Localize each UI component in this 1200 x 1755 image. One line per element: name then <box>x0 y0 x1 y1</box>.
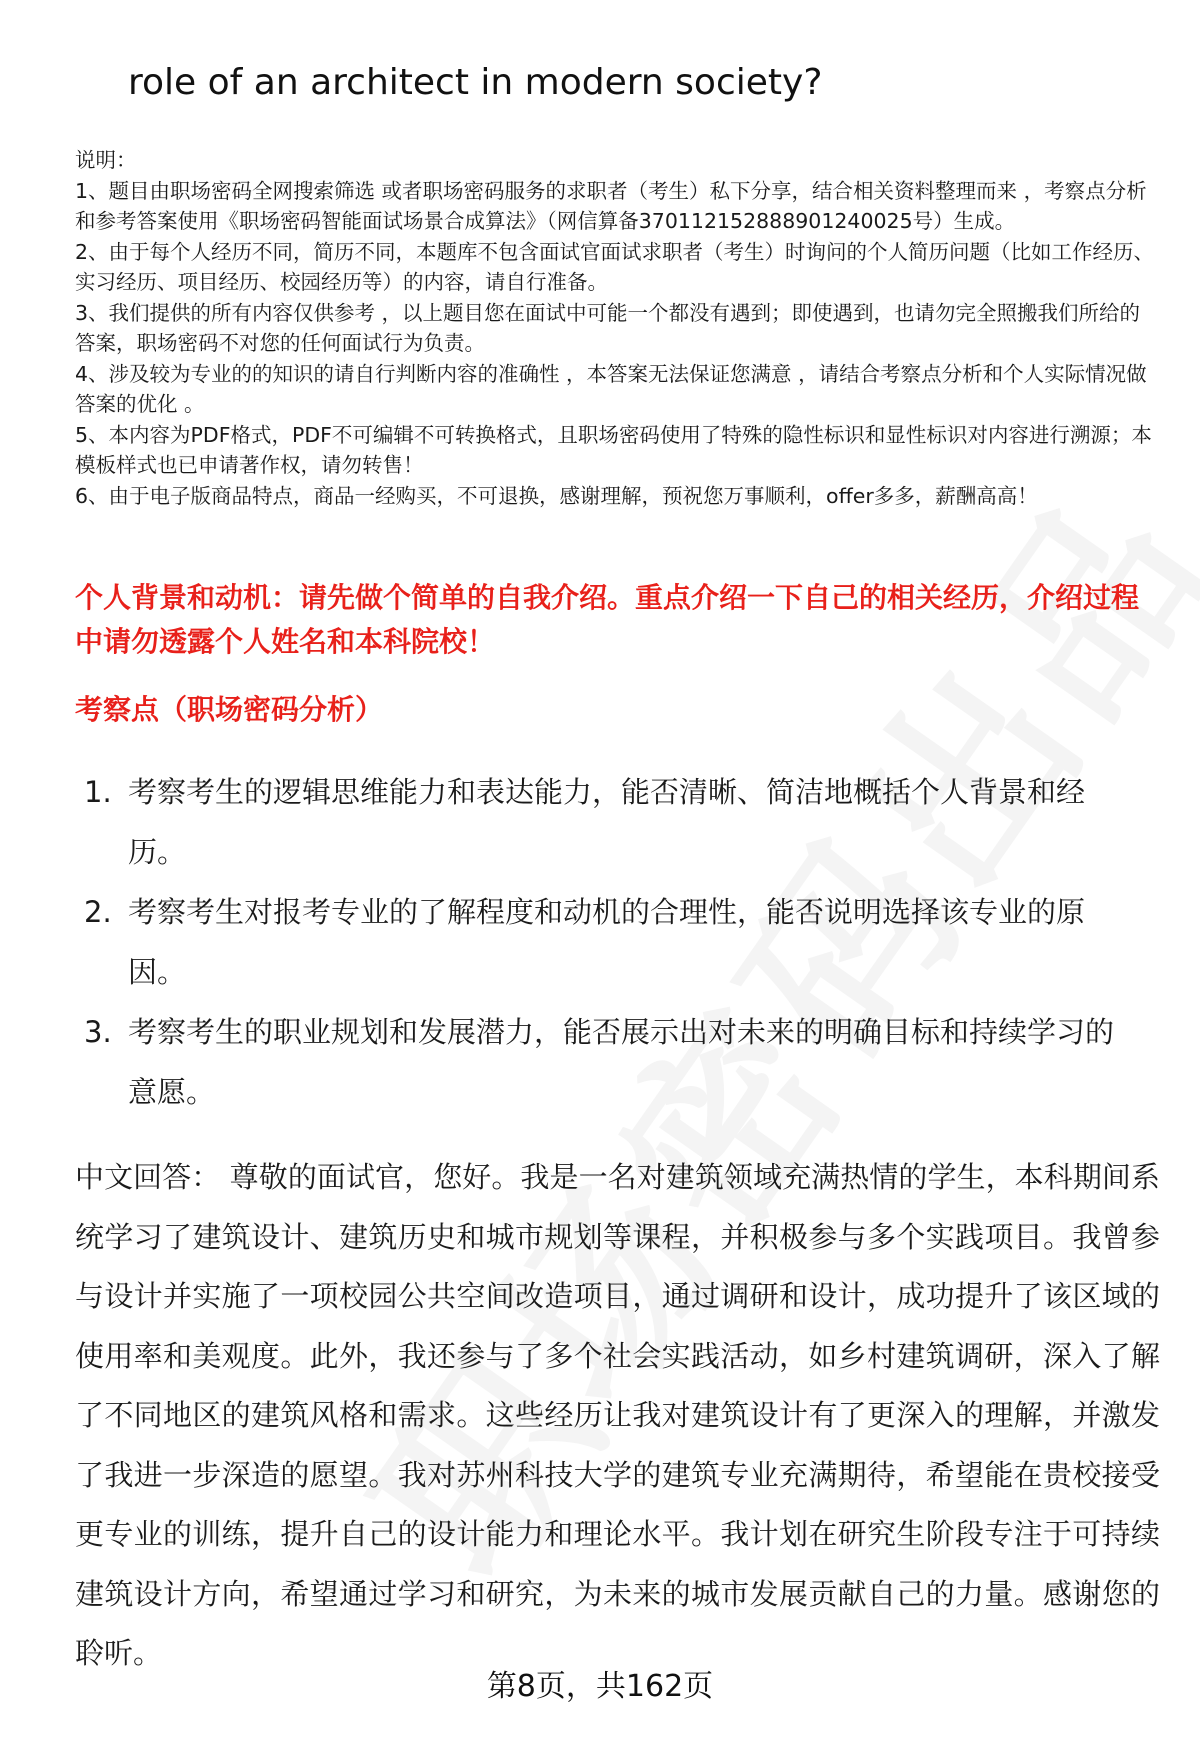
page-number-footer: 第8页，共162页 <box>486 1669 714 1704</box>
assessment-point <box>80 762 1140 882</box>
question-title: role of an architect in modern society? <box>128 62 823 103</box>
point-text: 考察考生的职业规划和发展潜力，能否展示出对未来的明确目标和持续学习的意愿。 <box>128 1015 1115 1109</box>
assessment-points-list <box>80 762 1140 1122</box>
notes-section <box>75 145 1160 511</box>
answer-label: 中文回答： <box>75 1160 221 1194</box>
note-item: 5、本内容为PDF格式，PDF不可编辑不可转换格式，且职场密码使用了特殊的隐性标识和显性标识对内容进行溯源；本模板样式也已申请著作权，请勿转售！ <box>75 422 1152 477</box>
background-question-heading: 个人背景和动机：请先做个简单的自我介绍。重点介绍一下自己的相关经历，介绍过程中请勿透露个人姓名和本科院校！ <box>75 581 1140 658</box>
note-item: 1、题目由职场密码全网搜索筛选 或者职场密码服务的求职者（考生）私下分享，结合相关资料整理而来 ，考察点分析和参考答案使用《职场密码智能面试场景合成算法》（网信算备370112152888901240025号）生成。 <box>75 178 1147 233</box>
point-number: 2. <box>84 895 112 929</box>
note-item: 3、我们提供的所有内容仅供参考 ，以上题目您在面试中可能一个都没有遇到；即使遇到，也请勿完全照搬我们所给的答案，职场密码不对您的任何面试行为负责。 <box>75 300 1141 355</box>
point-text: 考察考生的逻辑思维能力和表达能力，能否清晰、简洁地概括个人背景和经历。 <box>128 775 1086 869</box>
note-item: 4、涉及较为专业的的知识的请自行判断内容的准确性 ，本答案无法保证您满意 ，请结合考察点分析和个人实际情况做答案的优化 。 <box>75 361 1147 416</box>
note-item: 2、由于每个人经历不同，简历不同，本题库不包含面试官面试求职者（考生）时询问的个人简历问题（比如工作经历、实习经历、项目经历、校园经历等）的内容，请自行准备。 <box>75 239 1155 294</box>
assessment-point <box>80 1002 1140 1122</box>
assessment-title: 考察点（职场密码分析） <box>75 693 384 726</box>
note-item: 6、由于电子版商品特点，商品一经购买，不可退换，感谢理解，预祝您万事顺利，offer多多，薪酬高高！ <box>75 483 1038 508</box>
point-number: 1. <box>84 775 112 809</box>
assessment-point <box>80 882 1140 1002</box>
notes-heading: 说明： <box>75 148 137 172</box>
answer-section <box>75 1148 1160 1684</box>
answer-text: 尊敬的面试官，您好。我是一名对建筑领域充满热情的学生，本科期间系统学习了建筑设计、建筑历史和城市规划等课程，并积极参与多个实践项目。我曾参与设计并实施了一项校园公共空间改造项目，通过调研和设计，成功提升了该区域的使用率和美观度。此外，我还参与了多个社会实践活动，如乡村建筑调研，深入了解了不同地区的建筑风格和需求。这些经历让我对建筑设计有了更深入的理解，并激发了我进一步深造的愿望。我对苏州科技大学的建筑专业充满期待，希望能在贵校接受更专业的训练，提升自己的设计能力和理论水平。我计划在研究生阶段专注于可持续建筑设计方向，希望通过学习和研究，为未来的城市发展贡献自己的力量。感谢您的聆听。 <box>75 1160 1160 1670</box>
point-number: 3. <box>84 1015 112 1049</box>
point-text: 考察考生对报考专业的了解程度和动机的合理性，能否说明选择该专业的原因。 <box>128 895 1086 989</box>
